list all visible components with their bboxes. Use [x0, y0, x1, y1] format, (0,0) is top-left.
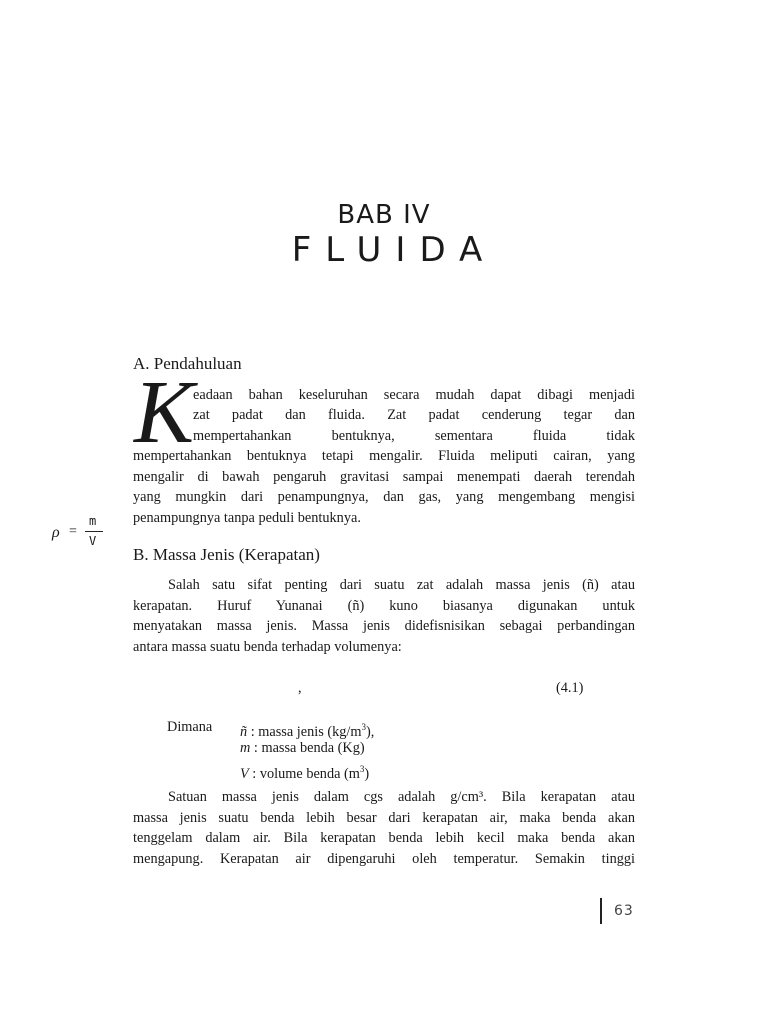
drop-cap: K — [134, 363, 195, 462]
equals-sign: = — [69, 524, 77, 539]
page-number-bar — [600, 898, 602, 924]
def-text: : volume benda (m — [248, 765, 360, 782]
text-line: Satuan massa jenis dalam cgs adalah g/cm³. Bila kerapatan atau — [168, 789, 635, 805]
def-text: : massa jenis (kg/m — [247, 723, 362, 740]
def-sup: 3 — [359, 764, 365, 774]
text-line: menyatakan massa jenis. Massa jenis didefisnisikan sebagai perbandingan — [133, 618, 635, 634]
text-line: penampungnya tanpa peduli bentuknya. — [133, 510, 361, 526]
fraction-denominator: V — [89, 534, 97, 548]
rho-symbol: ρ — [52, 524, 60, 541]
text-line: mengapung. Kerapatan air dipengaruhi oleh temperatur. Semakin tinggi — [133, 851, 635, 867]
text-line: zat padat dan fluida. Zat padat cenderung tegar dan — [193, 407, 635, 423]
text-line: mengalir di bawah pengaruh gravitasi sampai menempati daerah terendah — [133, 469, 635, 485]
section-heading-massa-jenis: B. Massa Jenis (Kerapatan) — [133, 545, 320, 564]
section-heading-pendahuluan: A. Pendahuluan — [133, 354, 242, 373]
text-line: yang mungkin dari penampungnya, dan gas, yang mengembang mengisi — [133, 489, 635, 505]
margin-density-formula — [52, 514, 112, 554]
chapter-title: FLUIDA — [291, 230, 497, 270]
equation-comma: , — [298, 680, 302, 696]
chapter-label: BAB IV — [337, 200, 431, 230]
text-line: kerapatan. Huruf Yunanai (ñ) kuno biasanya digunakan untuk — [133, 598, 635, 614]
def-symbol: ñ — [240, 723, 248, 740]
fraction-bar — [85, 531, 103, 532]
text-line: eadaan bahan keseluruhan secara mudah dapat dibagi menjadi — [193, 387, 635, 403]
where-label: Dimana — [167, 719, 213, 735]
def-symbol: V — [240, 765, 249, 782]
def-tail: ), — [366, 723, 375, 740]
def-text: : massa benda (Kg) — [250, 740, 365, 756]
text-line: massa jenis suatu benda lebih besar dari kerapatan air, maka benda akan — [133, 810, 635, 826]
text-line: tenggelam dalam air. Bila kerapatan benda lebih kecil maka benda akan — [133, 830, 635, 846]
text-line: Salah satu sifat penting dari suatu zat adalah massa jenis (ñ) atau — [168, 577, 635, 593]
page-number: 63 — [614, 903, 634, 919]
text-line: antara massa suatu benda terhadap volumenya: — [133, 639, 402, 655]
def-symbol: m — [240, 740, 251, 756]
def-sup: 3 — [361, 722, 367, 732]
equation-number: (4.1) — [556, 680, 584, 696]
def-tail: ) — [364, 765, 370, 782]
definition-volume — [240, 759, 369, 784]
text-line: mempertahankan bentuknya, sementara fluida tidak — [193, 428, 635, 444]
definition-mass — [240, 738, 365, 758]
text-line: mempertahankan bentuknya tetapi mengalir. Fluida meliputi cairan, yang — [133, 448, 635, 464]
fraction-numerator: m — [89, 514, 97, 528]
